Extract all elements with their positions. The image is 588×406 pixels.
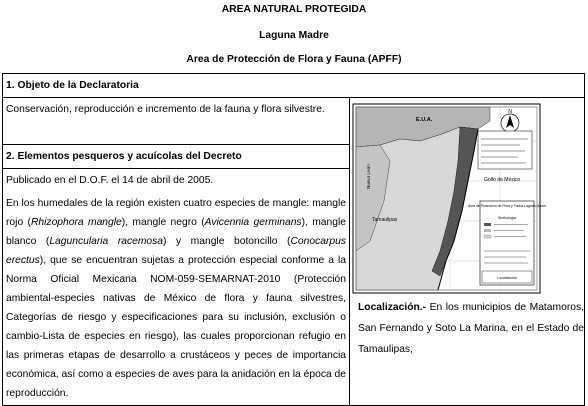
label-tamaulipas: Tamaulipas [372,217,398,223]
location-label: Localización.- [358,302,427,313]
section2-heading: 2. Elementos pesqueros y acuícolas del Decreto [3,145,350,169]
species-avicennia: Avicennia germinans [204,217,302,228]
location-text: En los municipios de Matamoros, San Fernando y Soto La Marina, en el Estado de Tamaulipas, [358,302,584,355]
species-conocarpus: Conocarpus erectus [6,236,346,266]
species-laguncularia: Laguncularia racemosa [49,236,164,247]
north-label: N [508,109,512,115]
label-usa: E.U.A. [416,117,433,123]
legend-title: Area de Protección de Flora y Fauna Laguna Madre [467,204,547,208]
label-gulf: Golfo de México [484,177,521,183]
inset-legend [478,131,532,169]
document-title: AREA NATURAL PROTEGIDA [221,4,367,15]
legend-location: Localización [497,276,517,280]
section1-body: Conservación, reproducción e incremento de la fauna y flora silvestre. [3,98,350,145]
publication-note: Publicado en el D.O.F. el 14 de abril de 2005. [6,175,214,186]
mangrove-paragraph: En los humedales de la región existen cuatro especies de mangle: mangle rojo (Rhizophora mangle), mangle negro (Avicennia germinans), mangle blanco (Laguncularia racemosa) y mangle botoncillo (Conocarpus erectus), que se encuentran sujetas a protección especial conforme a la Norma Oficial Mexicana NOM-059-SEMARNAT-2010 (Protección ambiental-especies nativas de México de flora y fauna silvestres, Categorías de riesgo y especificaciones para su inclusión, exclusión o cambio-Lista de especies en riesgo), las cuales proporcionan refugio en las primeras etapas de desarrollo a crustáceos y peces de importancia económica, así como a especies de aves para la anidación en la época de reproducción. [6,198,347,399]
location-note [352,294,588,360]
section1-heading: 1. Objeto de la Declaratoria [3,74,585,98]
section2-body [3,169,350,406]
area-category: Area de Protección de Flora y Fauna (APFF) [186,54,402,65]
area-name: Laguna Madre [259,30,329,41]
label-nuevo-leon: Nuevo León [366,164,371,189]
legend-symbology: Simbología [498,216,516,220]
species-rhizophora: Rhizophora mangle [30,217,122,228]
protected-area-map [350,101,583,299]
